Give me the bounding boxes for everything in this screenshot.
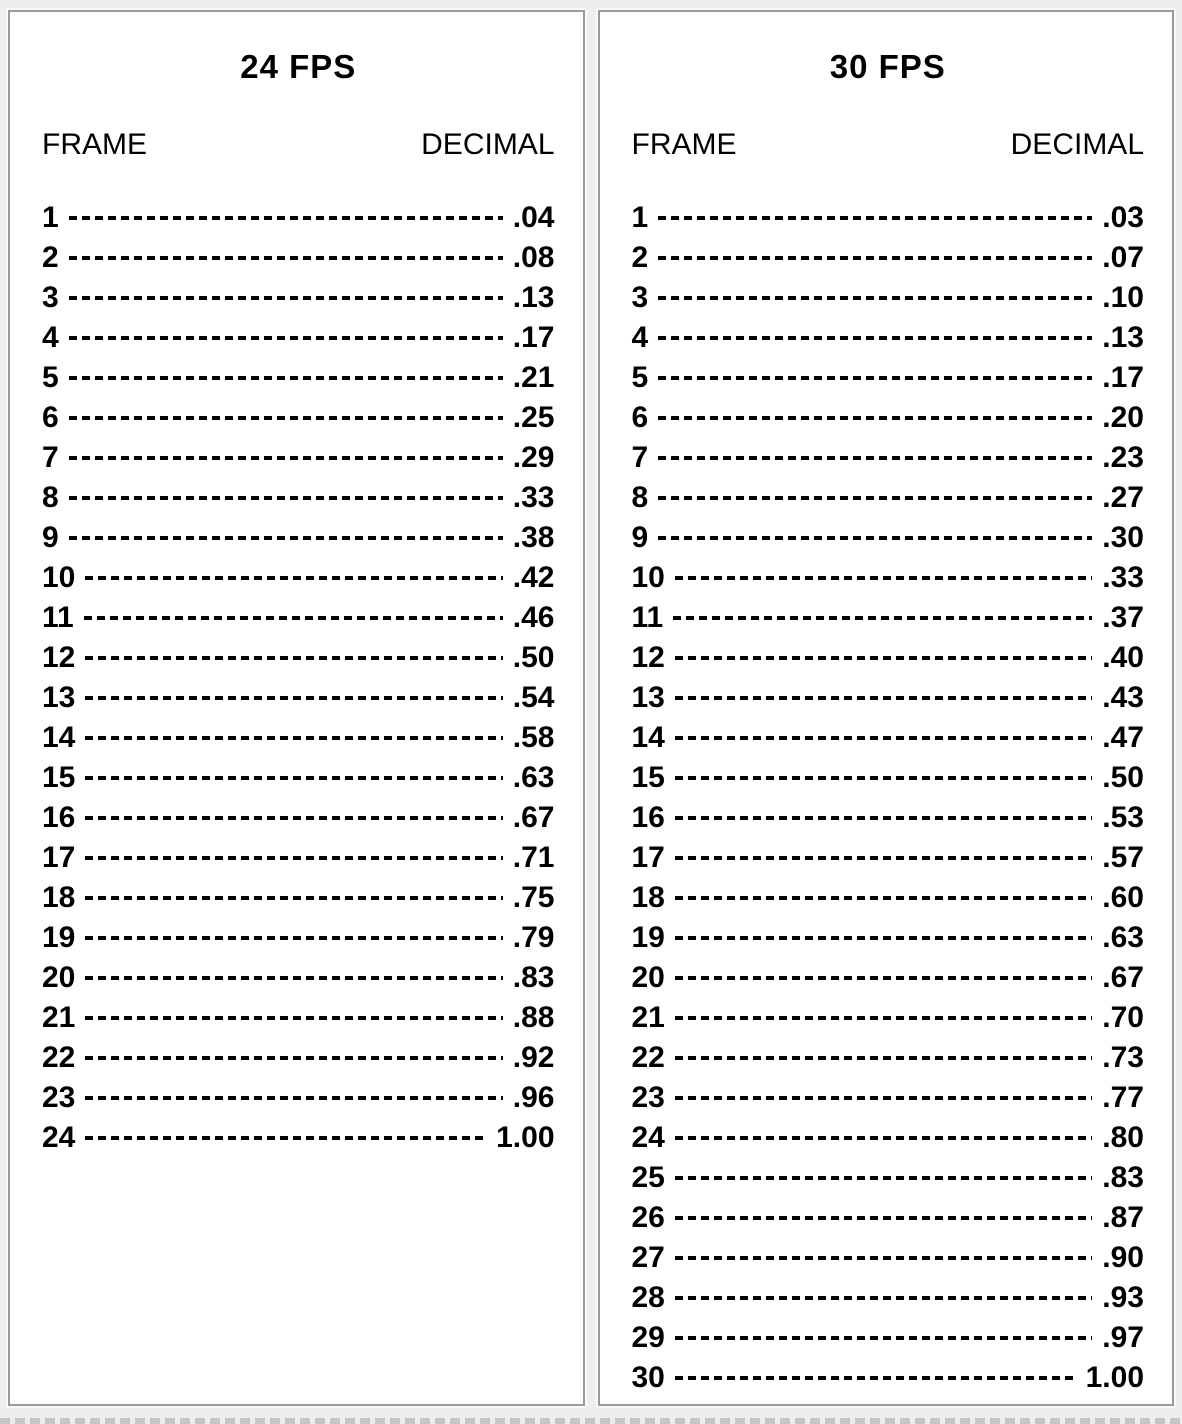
frame-number: 12 — [631, 641, 665, 674]
table-row — [632, 758, 1145, 798]
table-row — [632, 198, 1145, 238]
decimal-value: .25 — [512, 401, 555, 434]
decimal-value: .37 — [1102, 601, 1144, 634]
page-bottom-dashed-separator — [0, 1418, 1182, 1424]
column-headers — [42, 128, 555, 162]
table-row — [632, 1158, 1145, 1198]
decimal-value: .77 — [1102, 1081, 1144, 1114]
decimal-value: .57 — [1102, 841, 1144, 874]
dash-leader — [658, 336, 1092, 340]
frame-number: 11 — [42, 601, 74, 634]
decimal-value: .20 — [1102, 401, 1144, 434]
decimal-value: .46 — [512, 601, 555, 634]
decimal-value: .83 — [512, 961, 555, 994]
table-row — [42, 198, 555, 238]
frame-number: 1 — [631, 201, 649, 234]
frame-number: 14 — [631, 721, 665, 754]
frame-column-header: FRAME — [631, 128, 737, 161]
table-row — [42, 838, 555, 878]
table-row — [42, 358, 555, 398]
dash-leader — [675, 856, 1092, 860]
frame-number: 11 — [631, 601, 664, 634]
frame-number: 21 — [631, 1001, 665, 1034]
frame-number: 20 — [631, 961, 665, 994]
decimal-value: .83 — [1102, 1161, 1144, 1194]
decimal-value: .88 — [512, 1001, 555, 1034]
dash-leader — [675, 736, 1092, 740]
table-row — [42, 438, 555, 478]
frame-number: 1 — [42, 201, 59, 234]
dash-leader — [658, 216, 1092, 220]
table-row — [632, 1278, 1145, 1318]
dash-leader — [675, 1176, 1092, 1180]
decimal-value: .93 — [1102, 1281, 1144, 1314]
frame-number: 26 — [631, 1201, 665, 1234]
dash-leader — [85, 976, 502, 980]
table-row — [632, 518, 1145, 558]
dash-leader — [675, 976, 1092, 980]
decimal-value: .75 — [512, 881, 555, 914]
table-row — [42, 238, 555, 278]
decimal-value: 1.00 — [496, 1121, 555, 1154]
frame-number: 24 — [631, 1121, 665, 1154]
table-row — [632, 558, 1145, 598]
dash-leader — [69, 536, 503, 540]
dash-leader — [69, 416, 503, 420]
decimal-value: .67 — [512, 801, 555, 834]
decimal-value: .10 — [1102, 281, 1144, 314]
frame-number: 22 — [42, 1041, 76, 1074]
table-row — [632, 718, 1145, 758]
frame-number: 17 — [631, 841, 665, 874]
table-row — [42, 958, 555, 998]
table-row — [632, 1358, 1145, 1398]
decimal-value: .50 — [512, 641, 555, 674]
frame-number: 3 — [42, 281, 59, 314]
dash-leader — [675, 1096, 1092, 1100]
dash-leader — [675, 1256, 1092, 1260]
decimal-value: .96 — [512, 1081, 555, 1114]
frame-number: 20 — [42, 961, 76, 994]
dash-leader — [69, 496, 503, 500]
decimal-value: .08 — [512, 241, 555, 274]
table-row — [632, 878, 1145, 918]
dash-leader — [658, 496, 1092, 500]
dash-leader — [85, 856, 502, 860]
table-row — [632, 1318, 1145, 1358]
dash-leader — [673, 616, 1092, 620]
panel-title-24fps: 24 FPS — [240, 48, 357, 85]
frame-number: 3 — [631, 281, 649, 314]
decimal-value: .23 — [1102, 441, 1144, 474]
dash-leader — [675, 1376, 1076, 1380]
decimal-column-header: DECIMAL — [421, 128, 555, 161]
dash-leader — [675, 656, 1092, 660]
dash-leader — [675, 896, 1092, 900]
decimal-value: .29 — [512, 441, 555, 474]
decimal-value: .17 — [512, 321, 555, 354]
dash-leader — [69, 456, 503, 460]
table-row — [632, 598, 1145, 638]
decimal-value: .63 — [512, 761, 555, 794]
decimal-value: .17 — [1102, 361, 1144, 394]
frame-number: 4 — [631, 321, 649, 354]
table-row — [42, 1078, 555, 1118]
dash-leader — [85, 1096, 502, 1100]
frame-column-header: FRAME — [42, 128, 147, 161]
table-row — [42, 518, 555, 558]
dash-leader — [85, 776, 502, 780]
fps-table-24 — [8, 10, 585, 1406]
decimal-value: .13 — [1102, 321, 1144, 354]
decimal-value: .04 — [512, 201, 555, 234]
dash-leader — [675, 1136, 1092, 1140]
decimal-column-header: DECIMAL — [1010, 128, 1144, 161]
decimal-value: .63 — [1102, 921, 1144, 954]
dash-leader — [675, 1336, 1092, 1340]
frame-number: 6 — [631, 401, 649, 434]
table-row — [632, 318, 1145, 358]
frame-number: 28 — [631, 1281, 665, 1314]
decimal-value: .30 — [1102, 521, 1144, 554]
table-row — [42, 318, 555, 358]
dash-leader — [85, 896, 502, 900]
table-row — [632, 278, 1145, 318]
dash-leader — [675, 816, 1092, 820]
frame-number: 2 — [42, 241, 59, 274]
frame-number: 10 — [631, 561, 665, 594]
table-row — [42, 878, 555, 918]
dash-leader — [85, 1136, 486, 1140]
decimal-value: 1.00 — [1085, 1361, 1144, 1394]
dash-leader — [658, 416, 1092, 420]
frame-number: 13 — [42, 681, 76, 714]
dash-leader — [675, 1016, 1092, 1020]
table-row — [632, 1118, 1145, 1158]
table-row — [632, 918, 1145, 958]
table-row — [42, 798, 555, 838]
dash-leader — [658, 536, 1092, 540]
decimal-value: .33 — [512, 481, 555, 514]
table-row — [632, 1198, 1145, 1238]
frame-number: 7 — [631, 441, 649, 474]
frame-number: 4 — [42, 321, 59, 354]
frame-number: 13 — [631, 681, 665, 714]
dash-leader — [675, 696, 1092, 700]
frame-number: 23 — [42, 1081, 76, 1114]
frame-number: 30 — [631, 1361, 665, 1394]
dash-leader — [85, 1016, 502, 1020]
dash-leader — [69, 336, 503, 340]
decimal-value: .13 — [512, 281, 555, 314]
frame-number: 29 — [631, 1321, 665, 1354]
decimal-value: .50 — [1102, 761, 1144, 794]
decimal-value: .90 — [1102, 1241, 1144, 1274]
decimal-value: .71 — [512, 841, 555, 874]
table-row — [42, 918, 555, 958]
decimal-value: .21 — [512, 361, 555, 394]
dash-leader — [85, 816, 502, 820]
frame-number: 19 — [631, 921, 665, 954]
frame-number: 15 — [42, 761, 76, 794]
table-row — [42, 478, 555, 518]
dash-leader — [675, 1056, 1092, 1060]
table-row — [42, 638, 555, 678]
frame-number: 16 — [631, 801, 665, 834]
dash-leader — [658, 456, 1092, 460]
rows-container — [42, 198, 555, 1158]
dash-leader — [85, 936, 502, 940]
table-row — [42, 278, 555, 318]
frame-number: 27 — [631, 1241, 665, 1274]
dash-leader — [675, 1296, 1092, 1300]
frame-number: 9 — [631, 521, 649, 554]
table-row — [42, 758, 555, 798]
panel-title-30fps: 30 FPS — [829, 48, 946, 85]
decimal-value: .40 — [1102, 641, 1144, 674]
dash-leader — [675, 1216, 1092, 1220]
decimal-value: .73 — [1102, 1041, 1144, 1074]
frame-number: 25 — [631, 1161, 665, 1194]
table-row — [42, 598, 555, 638]
table-row — [42, 1038, 555, 1078]
decimal-value: .60 — [1102, 881, 1144, 914]
decimal-value: .54 — [512, 681, 555, 714]
table-row — [632, 238, 1145, 278]
decimal-value: .80 — [1102, 1121, 1144, 1154]
rows-container — [632, 198, 1145, 1398]
dash-leader — [658, 376, 1092, 380]
dash-leader — [675, 576, 1092, 580]
frame-number: 18 — [42, 881, 76, 914]
frame-number: 8 — [631, 481, 649, 514]
dash-leader — [84, 616, 503, 620]
frame-number: 10 — [42, 561, 76, 594]
table-row — [42, 678, 555, 718]
dash-leader — [85, 696, 502, 700]
decimal-value: .67 — [1102, 961, 1144, 994]
decimal-value: .33 — [1102, 561, 1144, 594]
table-row — [632, 398, 1145, 438]
frame-number: 12 — [42, 641, 76, 674]
decimal-value: .53 — [1102, 801, 1144, 834]
decimal-value: .43 — [1102, 681, 1144, 714]
table-row — [632, 478, 1145, 518]
decimal-value: .42 — [512, 561, 555, 594]
frame-number: 19 — [42, 921, 76, 954]
table-row — [42, 718, 555, 758]
frame-number: 2 — [631, 241, 649, 274]
dash-leader — [69, 216, 503, 220]
decimal-value: .97 — [1102, 1321, 1144, 1354]
table-row — [632, 358, 1145, 398]
decimal-value: .92 — [512, 1041, 555, 1074]
table-row — [632, 998, 1145, 1038]
table-row — [632, 678, 1145, 718]
frame-number: 5 — [631, 361, 649, 394]
frame-number: 16 — [42, 801, 76, 834]
decimal-value: .58 — [512, 721, 555, 754]
frame-number: 24 — [42, 1121, 76, 1154]
table-row — [632, 1238, 1145, 1278]
frame-number: 21 — [42, 1001, 76, 1034]
dash-leader — [675, 776, 1092, 780]
decimal-value: .38 — [512, 521, 555, 554]
table-row — [632, 958, 1145, 998]
table-row — [42, 998, 555, 1038]
dash-leader — [658, 296, 1092, 300]
table-row — [632, 1078, 1145, 1118]
decimal-value: .27 — [1102, 481, 1144, 514]
table-row — [632, 438, 1145, 478]
fps-table-30 — [598, 10, 1175, 1406]
decimal-value: .03 — [1102, 201, 1144, 234]
table-row — [632, 1038, 1145, 1078]
decimal-value: .87 — [1102, 1201, 1144, 1234]
frame-number: 15 — [631, 761, 665, 794]
frame-number: 7 — [42, 441, 59, 474]
dash-leader — [85, 576, 502, 580]
frame-number: 5 — [42, 361, 59, 394]
frame-number: 18 — [631, 881, 665, 914]
frame-number: 6 — [42, 401, 59, 434]
frame-number: 9 — [42, 521, 59, 554]
table-row — [632, 838, 1145, 878]
dash-leader — [85, 736, 502, 740]
table-row — [42, 558, 555, 598]
frame-number: 22 — [631, 1041, 665, 1074]
frame-number: 8 — [42, 481, 59, 514]
dash-leader — [69, 256, 503, 260]
frame-number: 17 — [42, 841, 76, 874]
table-row — [632, 798, 1145, 838]
decimal-value: .47 — [1102, 721, 1144, 754]
dash-leader — [69, 296, 503, 300]
dash-leader — [85, 1056, 502, 1060]
table-row — [632, 638, 1145, 678]
dash-leader — [658, 256, 1092, 260]
column-headers — [632, 128, 1145, 162]
table-row — [42, 398, 555, 438]
dash-leader — [85, 656, 502, 660]
decimal-value: .07 — [1102, 241, 1144, 274]
decimal-value: .79 — [512, 921, 555, 954]
table-row — [42, 1118, 555, 1158]
decimal-value: .70 — [1102, 1001, 1144, 1034]
frame-number: 14 — [42, 721, 76, 754]
dash-leader — [675, 936, 1092, 940]
dash-leader — [69, 376, 503, 380]
frame-number: 23 — [631, 1081, 665, 1114]
